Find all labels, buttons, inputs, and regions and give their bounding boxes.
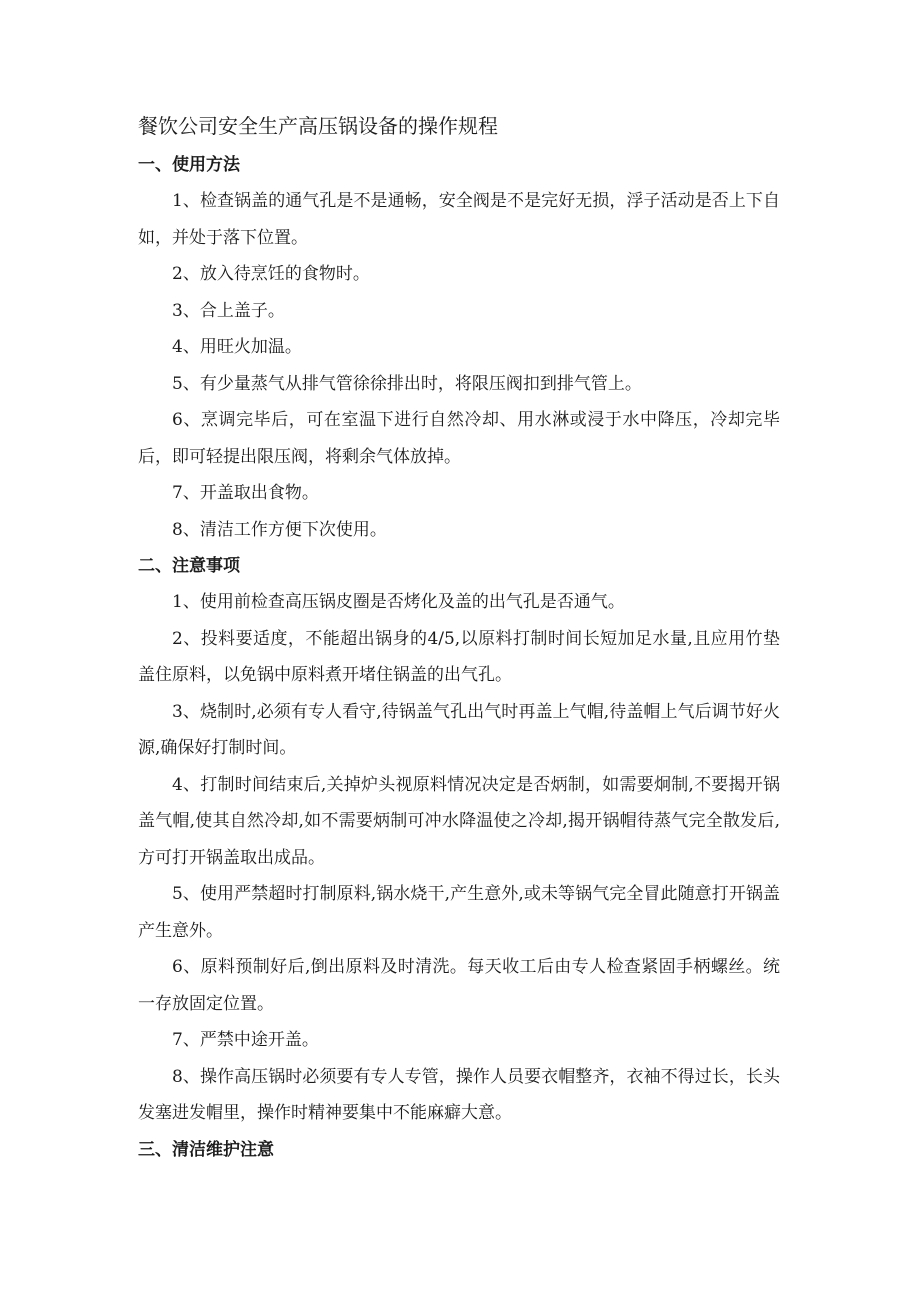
precaution-item-4: 4、打制时间结束后,关掉炉头视原料情况决定是否炳制，如需要炯制,不要揭开锅盖气帽,使其自然冷却,如不需要炳制可冲水降温使之冷却,揭开锅帽待蒸气完全散发后,方可打开锅盖取出成品。 xyxy=(138,774,780,868)
usage-item-1: 1、检查锅盖的通气孔是不是通畅，安全阀是不是完好无损，浮子活动是否上下自如，并处于落下位置。 xyxy=(138,191,780,248)
usage-item-6: 6、烹调完毕后，可在室温下进行自然冷却、用水淋或浸于水中降压，冷却完毕后，即可轻提出限压阀，将剩余气体放掉。 xyxy=(138,410,780,467)
usage-item-7: 7、开盖取出食物。 xyxy=(172,483,319,503)
document-title: 餐饮公司安全生产高压锅设备的操作规程 xyxy=(138,114,498,138)
usage-item-2: 2、放入待烹饪的食物时。 xyxy=(172,264,370,284)
precaution-item-5: 5、使用严禁超时打制原料,锅水烧干,产生意外,或未等锅气完全冒此随意打开锅盖产生意外。 xyxy=(138,884,780,941)
precaution-item-8: 8、操作高压锅时必须要有专人专管，操作人员要衣帽整齐，衣袖不得过长，长头发塞进发帽里，操作时精神要集中不能麻癖大意。 xyxy=(138,1066,780,1123)
section-heading-usage: 一、使用方法 xyxy=(138,155,240,175)
usage-item-3: 3、合上盖子。 xyxy=(172,300,285,321)
document-body xyxy=(138,147,780,1168)
precaution-item-6: 6、原料预制好后,倒出原料及时清洗。每天收工后由专人检查紧固手柄螺丝。统一存放固定位置。 xyxy=(138,957,780,1014)
usage-item-8: 8、清洁工作方便下次使用。 xyxy=(172,519,387,540)
precaution-item-7: 7、严禁中途开盖。 xyxy=(172,1030,319,1050)
section-heading-maintenance: 三、清洁维护注意 xyxy=(138,1139,274,1160)
precaution-item-1: 1、使用前检查高压锅皮圈是否烤化及盖的出气孔是否通气。 xyxy=(172,592,625,612)
precaution-item-2: 2、投料要适度，不能超出锅身的4/5,以原料打制时间长短加足水量,且应用竹垫盖住原料，以免锅中原料煮开堵住锅盖的出气孔。 xyxy=(138,628,780,685)
section-heading-precautions: 二、注意事项 xyxy=(138,556,240,576)
usage-item-5: 5、有少量蒸气从排气管徐徐排出时，将限压阀扣到排气管上。 xyxy=(172,373,642,394)
precaution-item-3: 3、烧制时,必须有专人看守,待锅盖气孔出气时再盖上气帽,待盖帽上气后调节好火源,确保好打制时间。 xyxy=(138,701,780,758)
usage-item-4: 4、用旺火加温。 xyxy=(172,337,302,357)
